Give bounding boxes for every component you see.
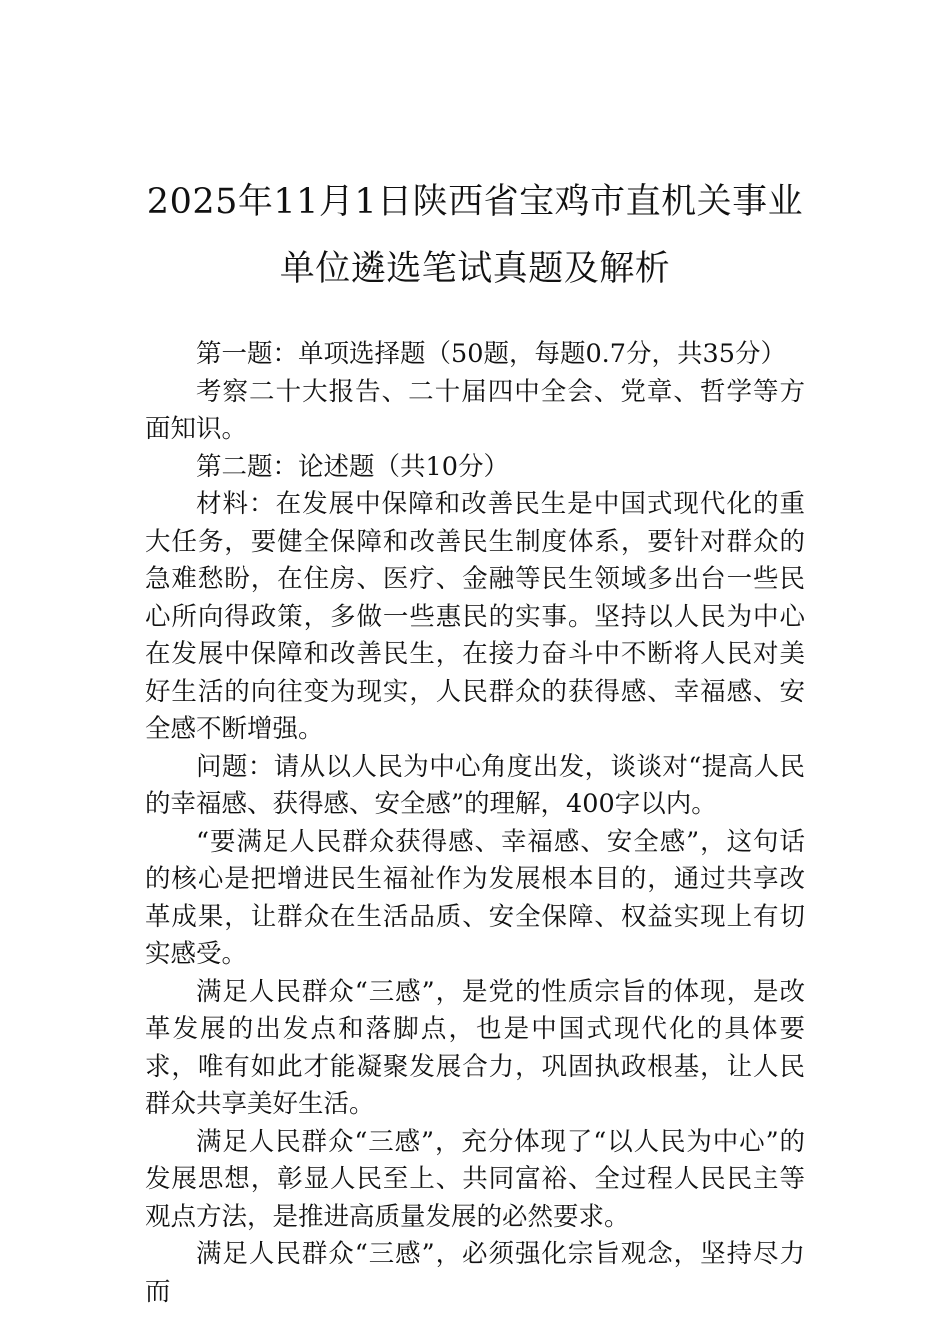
section-2-heading: 第二题：论述题（共10分） [196, 451, 509, 482]
material-paragraph: 材料：在发展中保障和改善民生是中国式现代化的重大任务，要健全保障和改善民生制度体系，要针对群众的急难愁盼，在住房、医疗、金融等民生领域多出台一些民心所向得政策，多做一些惠民的实事。坚持以人民为中心在发展中保障和改善民生，在接力奋斗中不断将人民对美好生活的向往变为现实，人民群众的获得感、幸福感、安全感不断增强。 [145, 489, 805, 744]
section-1-description: 考察二十大报告、二十届四中全会、党章、哲学等方面知识。 [145, 376, 805, 444]
answer-paragraph: 满足人民群众“三感”，是党的性质宗旨的体现，是改革发展的出发点和落脚点，也是中国式现代化的具体要求，唯有如此才能凝聚发展合力，巩固执政根基，让人民群众共享美好生活。 [145, 976, 805, 1119]
answer-paragraph: 满足人民群众“三感”，充分体现了“以人民为中心”的发展思想，彰显人民至上、共同富裕、全过程人民民主等观点方法，是推进高质量发展的必然要求。 [145, 1126, 805, 1232]
answer-paragraph: “要满足人民群众获得感、幸福感、安全感”，这句话的核心是把增进民生福祉作为发展根本目的，通过共享改革成果，让群众在生活品质、安全保障、权益实现上有切实感受。 [145, 826, 805, 969]
section-1-heading: 第一题：单项选择题（50题，每题0.7分，共35分） [196, 339, 786, 369]
answer-paragraph: 满足人民群众“三感”，必须强化宗旨观念，坚持尽力而 [145, 1239, 805, 1307]
document-body [145, 336, 805, 1311]
question-paragraph: 问题：请从以人民为中心角度出发，谈谈对“提高人民的幸福感、获得感、安全感”的理解，400字以内。 [145, 751, 805, 819]
document-title-line-1: 2025年11月1日陕西省宝鸡市直机关事业 [146, 182, 804, 222]
document-title-line-2: 单位遴选笔试真题及解析 [279, 249, 671, 289]
